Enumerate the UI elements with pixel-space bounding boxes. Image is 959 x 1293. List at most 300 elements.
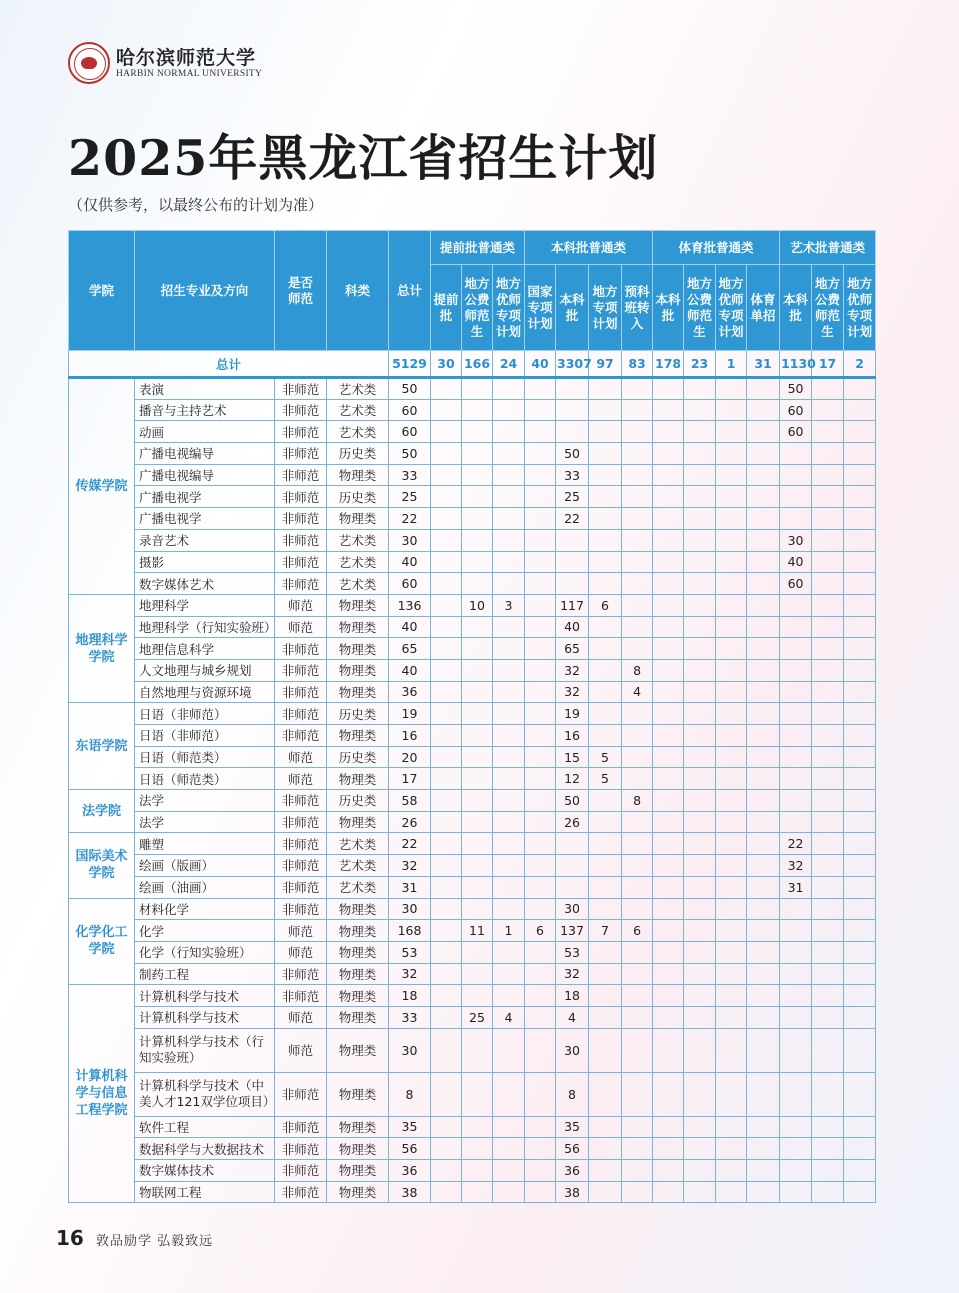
- plan-cell: [653, 855, 684, 877]
- plan-cell: [747, 1181, 780, 1203]
- total-label: 总计: [69, 351, 389, 378]
- plan-cell: 32: [556, 659, 589, 681]
- category-cell: 历史类: [327, 790, 389, 812]
- plan-cell: [653, 659, 684, 681]
- plan-cell: [493, 659, 525, 681]
- major-cell: 广播电视学: [135, 508, 275, 530]
- plan-cell: [431, 746, 462, 768]
- plan-cell: [780, 963, 812, 985]
- table-row: [69, 855, 876, 877]
- plan-cell: [462, 790, 493, 812]
- table-row: [69, 833, 876, 855]
- plan-cell: [812, 725, 844, 747]
- total-value: 2: [844, 351, 876, 378]
- plan-cell: [780, 703, 812, 725]
- normal-cell: 非师范: [275, 443, 327, 465]
- plan-cell: [556, 551, 589, 573]
- plan-cell: [653, 876, 684, 898]
- total-cell: 50: [389, 378, 431, 400]
- normal-cell: 非师范: [275, 985, 327, 1007]
- total-cell: 38: [389, 1181, 431, 1203]
- plan-cell: [431, 616, 462, 638]
- plan-cell: [716, 551, 747, 573]
- plan-cell: 25: [556, 486, 589, 508]
- plan-cell: [589, 811, 622, 833]
- plan-cell: [653, 703, 684, 725]
- plan-cell: [653, 1138, 684, 1160]
- plan-cell: [493, 811, 525, 833]
- plan-cell: [431, 1072, 462, 1116]
- plan-cell: 30: [556, 898, 589, 920]
- plan-cell: [462, 1181, 493, 1203]
- plan-cell: [844, 659, 876, 681]
- sub-header-national-special: 国家专项计划: [525, 265, 556, 351]
- plan-cell: [589, 1072, 622, 1116]
- admission-plan-table: [68, 230, 876, 1203]
- plan-cell: [493, 985, 525, 1007]
- plan-cell: [844, 703, 876, 725]
- plan-cell: [684, 508, 716, 530]
- plan-cell: [684, 399, 716, 421]
- plan-cell: [716, 573, 747, 595]
- plan-cell: [462, 421, 493, 443]
- plan-cell: 137: [556, 920, 589, 942]
- college-cell: 传媒学院: [69, 378, 135, 595]
- normal-cell: 非师范: [275, 421, 327, 443]
- group-header-sports: 体育批普通类: [653, 231, 780, 265]
- plan-cell: [462, 898, 493, 920]
- plan-cell: [716, 529, 747, 551]
- plan-cell: [462, 464, 493, 486]
- plan-cell: [431, 443, 462, 465]
- category-cell: 物理类: [327, 1028, 389, 1072]
- normal-cell: 非师范: [275, 529, 327, 551]
- col-header-normal: 是否师范: [275, 231, 327, 351]
- plan-cell: [780, 920, 812, 942]
- plan-cell: [653, 573, 684, 595]
- major-cell: 材料化学: [135, 898, 275, 920]
- plan-cell: [589, 1160, 622, 1182]
- plan-cell: [747, 790, 780, 812]
- plan-cell: [431, 703, 462, 725]
- plan-cell: [493, 443, 525, 465]
- plan-cell: [462, 855, 493, 877]
- category-cell: 艺术类: [327, 378, 389, 400]
- plan-cell: [462, 1028, 493, 1072]
- plan-cell: [780, 790, 812, 812]
- plan-cell: 53: [556, 941, 589, 963]
- category-cell: 物理类: [327, 920, 389, 942]
- plan-cell: [716, 659, 747, 681]
- plan-cell: [653, 378, 684, 400]
- plan-cell: [684, 876, 716, 898]
- plan-cell: [653, 1072, 684, 1116]
- plan-cell: [589, 1138, 622, 1160]
- plan-cell: [747, 985, 780, 1007]
- plan-cell: [493, 551, 525, 573]
- plan-cell: [493, 399, 525, 421]
- plan-cell: [525, 768, 556, 790]
- table-row: [69, 1072, 876, 1116]
- plan-cell: [431, 876, 462, 898]
- plan-cell: [716, 443, 747, 465]
- plan-cell: 56: [556, 1138, 589, 1160]
- plan-cell: [747, 594, 780, 616]
- plan-cell: 30: [780, 529, 812, 551]
- plan-cell: [653, 768, 684, 790]
- total-cell: 56: [389, 1138, 431, 1160]
- total-cell: 40: [389, 616, 431, 638]
- major-cell: 人文地理与城乡规划: [135, 659, 275, 681]
- plan-cell: [493, 378, 525, 400]
- plan-cell: 25: [462, 1006, 493, 1028]
- plan-cell: [684, 1116, 716, 1138]
- plan-cell: 5: [589, 768, 622, 790]
- university-seal-icon: [68, 42, 110, 84]
- total-cell: 40: [389, 551, 431, 573]
- plan-cell: [812, 508, 844, 530]
- plan-cell: [653, 1181, 684, 1203]
- category-cell: 物理类: [327, 1072, 389, 1116]
- plan-cell: [653, 616, 684, 638]
- plan-cell: [431, 768, 462, 790]
- total-cell: 36: [389, 1160, 431, 1182]
- normal-cell: 非师范: [275, 876, 327, 898]
- table-row: [69, 681, 876, 703]
- table-row: [69, 443, 876, 465]
- major-cell: 日语（非师范）: [135, 703, 275, 725]
- plan-cell: [780, 464, 812, 486]
- table-row: [69, 551, 876, 573]
- plan-cell: [684, 963, 716, 985]
- table-row: [69, 790, 876, 812]
- plan-cell: [589, 573, 622, 595]
- plan-cell: [747, 941, 780, 963]
- plan-cell: [812, 941, 844, 963]
- plan-cell: [556, 573, 589, 595]
- total-cell: 30: [389, 898, 431, 920]
- plan-cell: [525, 594, 556, 616]
- plan-cell: [747, 378, 780, 400]
- plan-cell: 6: [622, 920, 653, 942]
- plan-cell: [844, 1072, 876, 1116]
- category-cell: 物理类: [327, 1006, 389, 1028]
- plan-cell: [622, 1072, 653, 1116]
- category-cell: 物理类: [327, 594, 389, 616]
- plan-cell: [780, 638, 812, 660]
- plan-cell: [780, 508, 812, 530]
- plan-cell: [684, 768, 716, 790]
- normal-cell: 师范: [275, 768, 327, 790]
- category-cell: 物理类: [327, 1160, 389, 1182]
- college-cell: 地理科学学院: [69, 594, 135, 702]
- plan-cell: [431, 1138, 462, 1160]
- plan-cell: [493, 746, 525, 768]
- table-row: [69, 486, 876, 508]
- plan-cell: [747, 725, 780, 747]
- college-cell: 计算机科学与信息工程学院: [69, 985, 135, 1203]
- plan-cell: [653, 920, 684, 942]
- total-cell: 22: [389, 508, 431, 530]
- total-value: 40: [525, 351, 556, 378]
- plan-cell: [812, 486, 844, 508]
- plan-cell: [525, 1006, 556, 1028]
- plan-cell: [622, 876, 653, 898]
- plan-cell: [747, 659, 780, 681]
- plan-cell: 26: [556, 811, 589, 833]
- plan-cell: [462, 659, 493, 681]
- plan-cell: [525, 529, 556, 551]
- plan-cell: 4: [622, 681, 653, 703]
- total-cell: 168: [389, 920, 431, 942]
- sub-header-art-local-excellent: 地方优师专项计划: [844, 265, 876, 351]
- category-cell: 艺术类: [327, 551, 389, 573]
- plan-cell: [747, 508, 780, 530]
- category-cell: 物理类: [327, 1181, 389, 1203]
- plan-cell: [653, 746, 684, 768]
- plan-cell: [589, 876, 622, 898]
- plan-cell: [525, 443, 556, 465]
- plan-cell: [462, 876, 493, 898]
- plan-cell: [556, 855, 589, 877]
- plan-cell: [525, 1028, 556, 1072]
- plan-cell: [493, 1028, 525, 1072]
- plan-cell: 15: [556, 746, 589, 768]
- plan-cell: [589, 898, 622, 920]
- plan-cell: [684, 464, 716, 486]
- col-header-total: 总计: [389, 231, 431, 351]
- plan-cell: [812, 1181, 844, 1203]
- plan-cell: [653, 486, 684, 508]
- plan-cell: [493, 529, 525, 551]
- plan-cell: [462, 1116, 493, 1138]
- plan-cell: [684, 920, 716, 942]
- plan-cell: [653, 941, 684, 963]
- plan-cell: [622, 594, 653, 616]
- plan-cell: [622, 378, 653, 400]
- plan-cell: [812, 963, 844, 985]
- plan-cell: [812, 920, 844, 942]
- plan-cell: [525, 681, 556, 703]
- plan-cell: [747, 638, 780, 660]
- normal-cell: 师范: [275, 616, 327, 638]
- table-row: [69, 811, 876, 833]
- col-header-major: 招生专业及方向: [135, 231, 275, 351]
- plan-cell: 8: [622, 659, 653, 681]
- total-cell: 30: [389, 529, 431, 551]
- plan-cell: [525, 1160, 556, 1182]
- plan-cell: [556, 833, 589, 855]
- plan-cell: [525, 790, 556, 812]
- plan-cell: 65: [556, 638, 589, 660]
- plan-cell: [622, 746, 653, 768]
- plan-cell: [653, 508, 684, 530]
- plan-cell: [525, 616, 556, 638]
- plan-cell: 6: [525, 920, 556, 942]
- plan-cell: [812, 616, 844, 638]
- category-cell: 物理类: [327, 659, 389, 681]
- plan-cell: [844, 551, 876, 573]
- plan-cell: [462, 768, 493, 790]
- plan-cell: [525, 1072, 556, 1116]
- sub-header-sports-single: 体育单招: [747, 265, 780, 351]
- category-cell: 物理类: [327, 616, 389, 638]
- plan-cell: 5: [589, 746, 622, 768]
- plan-cell: [622, 1160, 653, 1182]
- plan-cell: [431, 659, 462, 681]
- plan-cell: [653, 443, 684, 465]
- plan-cell: [622, 464, 653, 486]
- total-value: 83: [622, 351, 653, 378]
- plan-cell: [525, 421, 556, 443]
- plan-cell: [684, 1160, 716, 1182]
- plan-cell: [622, 399, 653, 421]
- plan-cell: [622, 1181, 653, 1203]
- total-cell: 36: [389, 681, 431, 703]
- plan-cell: [525, 725, 556, 747]
- plan-cell: [812, 551, 844, 573]
- plan-cell: 35: [556, 1116, 589, 1138]
- total-cell: 31: [389, 876, 431, 898]
- plan-cell: [653, 963, 684, 985]
- plan-cell: [747, 1138, 780, 1160]
- sub-header-sports-local-excellent: 地方优师专项计划: [716, 265, 747, 351]
- plan-cell: [747, 1160, 780, 1182]
- plan-cell: [844, 573, 876, 595]
- plan-cell: [844, 1116, 876, 1138]
- plan-cell: [525, 985, 556, 1007]
- table-row: [69, 985, 876, 1007]
- plan-cell: [716, 1181, 747, 1203]
- plan-cell: [622, 768, 653, 790]
- category-cell: 物理类: [327, 464, 389, 486]
- major-cell: 日语（非师范）: [135, 725, 275, 747]
- table-row: [69, 594, 876, 616]
- plan-cell: [747, 551, 780, 573]
- plan-cell: [812, 399, 844, 421]
- normal-cell: 非师范: [275, 811, 327, 833]
- plan-cell: [493, 963, 525, 985]
- plan-cell: [493, 573, 525, 595]
- plan-cell: 33: [556, 464, 589, 486]
- plan-cell: [684, 898, 716, 920]
- table-row: [69, 920, 876, 942]
- sub-header-sports-local-public: 地方公费师范生: [684, 265, 716, 351]
- plan-cell: [684, 703, 716, 725]
- plan-cell: [493, 790, 525, 812]
- plan-cell: 31: [780, 876, 812, 898]
- plan-cell: [780, 443, 812, 465]
- plan-cell: [462, 551, 493, 573]
- normal-cell: 非师范: [275, 464, 327, 486]
- total-cell: 16: [389, 725, 431, 747]
- plan-cell: [747, 529, 780, 551]
- plan-cell: [716, 941, 747, 963]
- plan-cell: [493, 486, 525, 508]
- plan-cell: [431, 811, 462, 833]
- plan-cell: [780, 594, 812, 616]
- normal-cell: 师范: [275, 746, 327, 768]
- major-cell: 化学（行知实验班）: [135, 941, 275, 963]
- plan-cell: [653, 725, 684, 747]
- plan-cell: [525, 833, 556, 855]
- total-value: 166: [462, 351, 493, 378]
- plan-cell: [716, 1160, 747, 1182]
- plan-cell: [844, 486, 876, 508]
- sub-header-art-local-public: 地方公费师范生: [812, 265, 844, 351]
- table-row: [69, 464, 876, 486]
- table-row: [69, 1028, 876, 1072]
- plan-cell: [812, 898, 844, 920]
- plan-cell: [844, 855, 876, 877]
- plan-cell: [716, 985, 747, 1007]
- category-cell: 艺术类: [327, 855, 389, 877]
- plan-cell: [747, 399, 780, 421]
- plan-cell: [462, 399, 493, 421]
- plan-cell: [462, 725, 493, 747]
- plan-cell: [556, 399, 589, 421]
- plan-cell: [684, 659, 716, 681]
- table-row: [69, 963, 876, 985]
- total-row: [69, 351, 876, 378]
- major-cell: 法学: [135, 811, 275, 833]
- plan-cell: [812, 703, 844, 725]
- plan-cell: [589, 551, 622, 573]
- plan-cell: [431, 508, 462, 530]
- plan-cell: [525, 963, 556, 985]
- normal-cell: 非师范: [275, 833, 327, 855]
- plan-cell: [747, 1006, 780, 1028]
- plan-cell: [844, 464, 876, 486]
- plan-cell: [812, 746, 844, 768]
- plan-cell: [716, 399, 747, 421]
- plan-cell: [780, 1028, 812, 1072]
- plan-cell: [431, 399, 462, 421]
- plan-cell: 8: [556, 1072, 589, 1116]
- category-cell: 物理类: [327, 941, 389, 963]
- plan-cell: [716, 1006, 747, 1028]
- plan-cell: [716, 920, 747, 942]
- plan-cell: [747, 421, 780, 443]
- plan-cell: [844, 725, 876, 747]
- plan-cell: [653, 638, 684, 660]
- plan-cell: [844, 681, 876, 703]
- plan-cell: [462, 1138, 493, 1160]
- major-cell: 日语（师范类）: [135, 768, 275, 790]
- plan-cell: [462, 1160, 493, 1182]
- plan-cell: [844, 638, 876, 660]
- major-cell: 软件工程: [135, 1116, 275, 1138]
- plan-cell: [589, 855, 622, 877]
- major-cell: 广播电视编导: [135, 464, 275, 486]
- plan-cell: [589, 659, 622, 681]
- page-title: 2025年黑龙江省招生计划: [68, 129, 659, 187]
- category-cell: 历史类: [327, 486, 389, 508]
- plan-cell: [844, 963, 876, 985]
- plan-cell: 30: [556, 1028, 589, 1072]
- plan-cell: [716, 898, 747, 920]
- major-cell: 表演: [135, 378, 275, 400]
- normal-cell: 非师范: [275, 399, 327, 421]
- plan-cell: [525, 486, 556, 508]
- plan-cell: [747, 464, 780, 486]
- plan-cell: [589, 941, 622, 963]
- category-cell: 历史类: [327, 746, 389, 768]
- normal-cell: 非师范: [275, 659, 327, 681]
- plan-cell: [716, 703, 747, 725]
- plan-cell: [589, 421, 622, 443]
- plan-cell: 19: [556, 703, 589, 725]
